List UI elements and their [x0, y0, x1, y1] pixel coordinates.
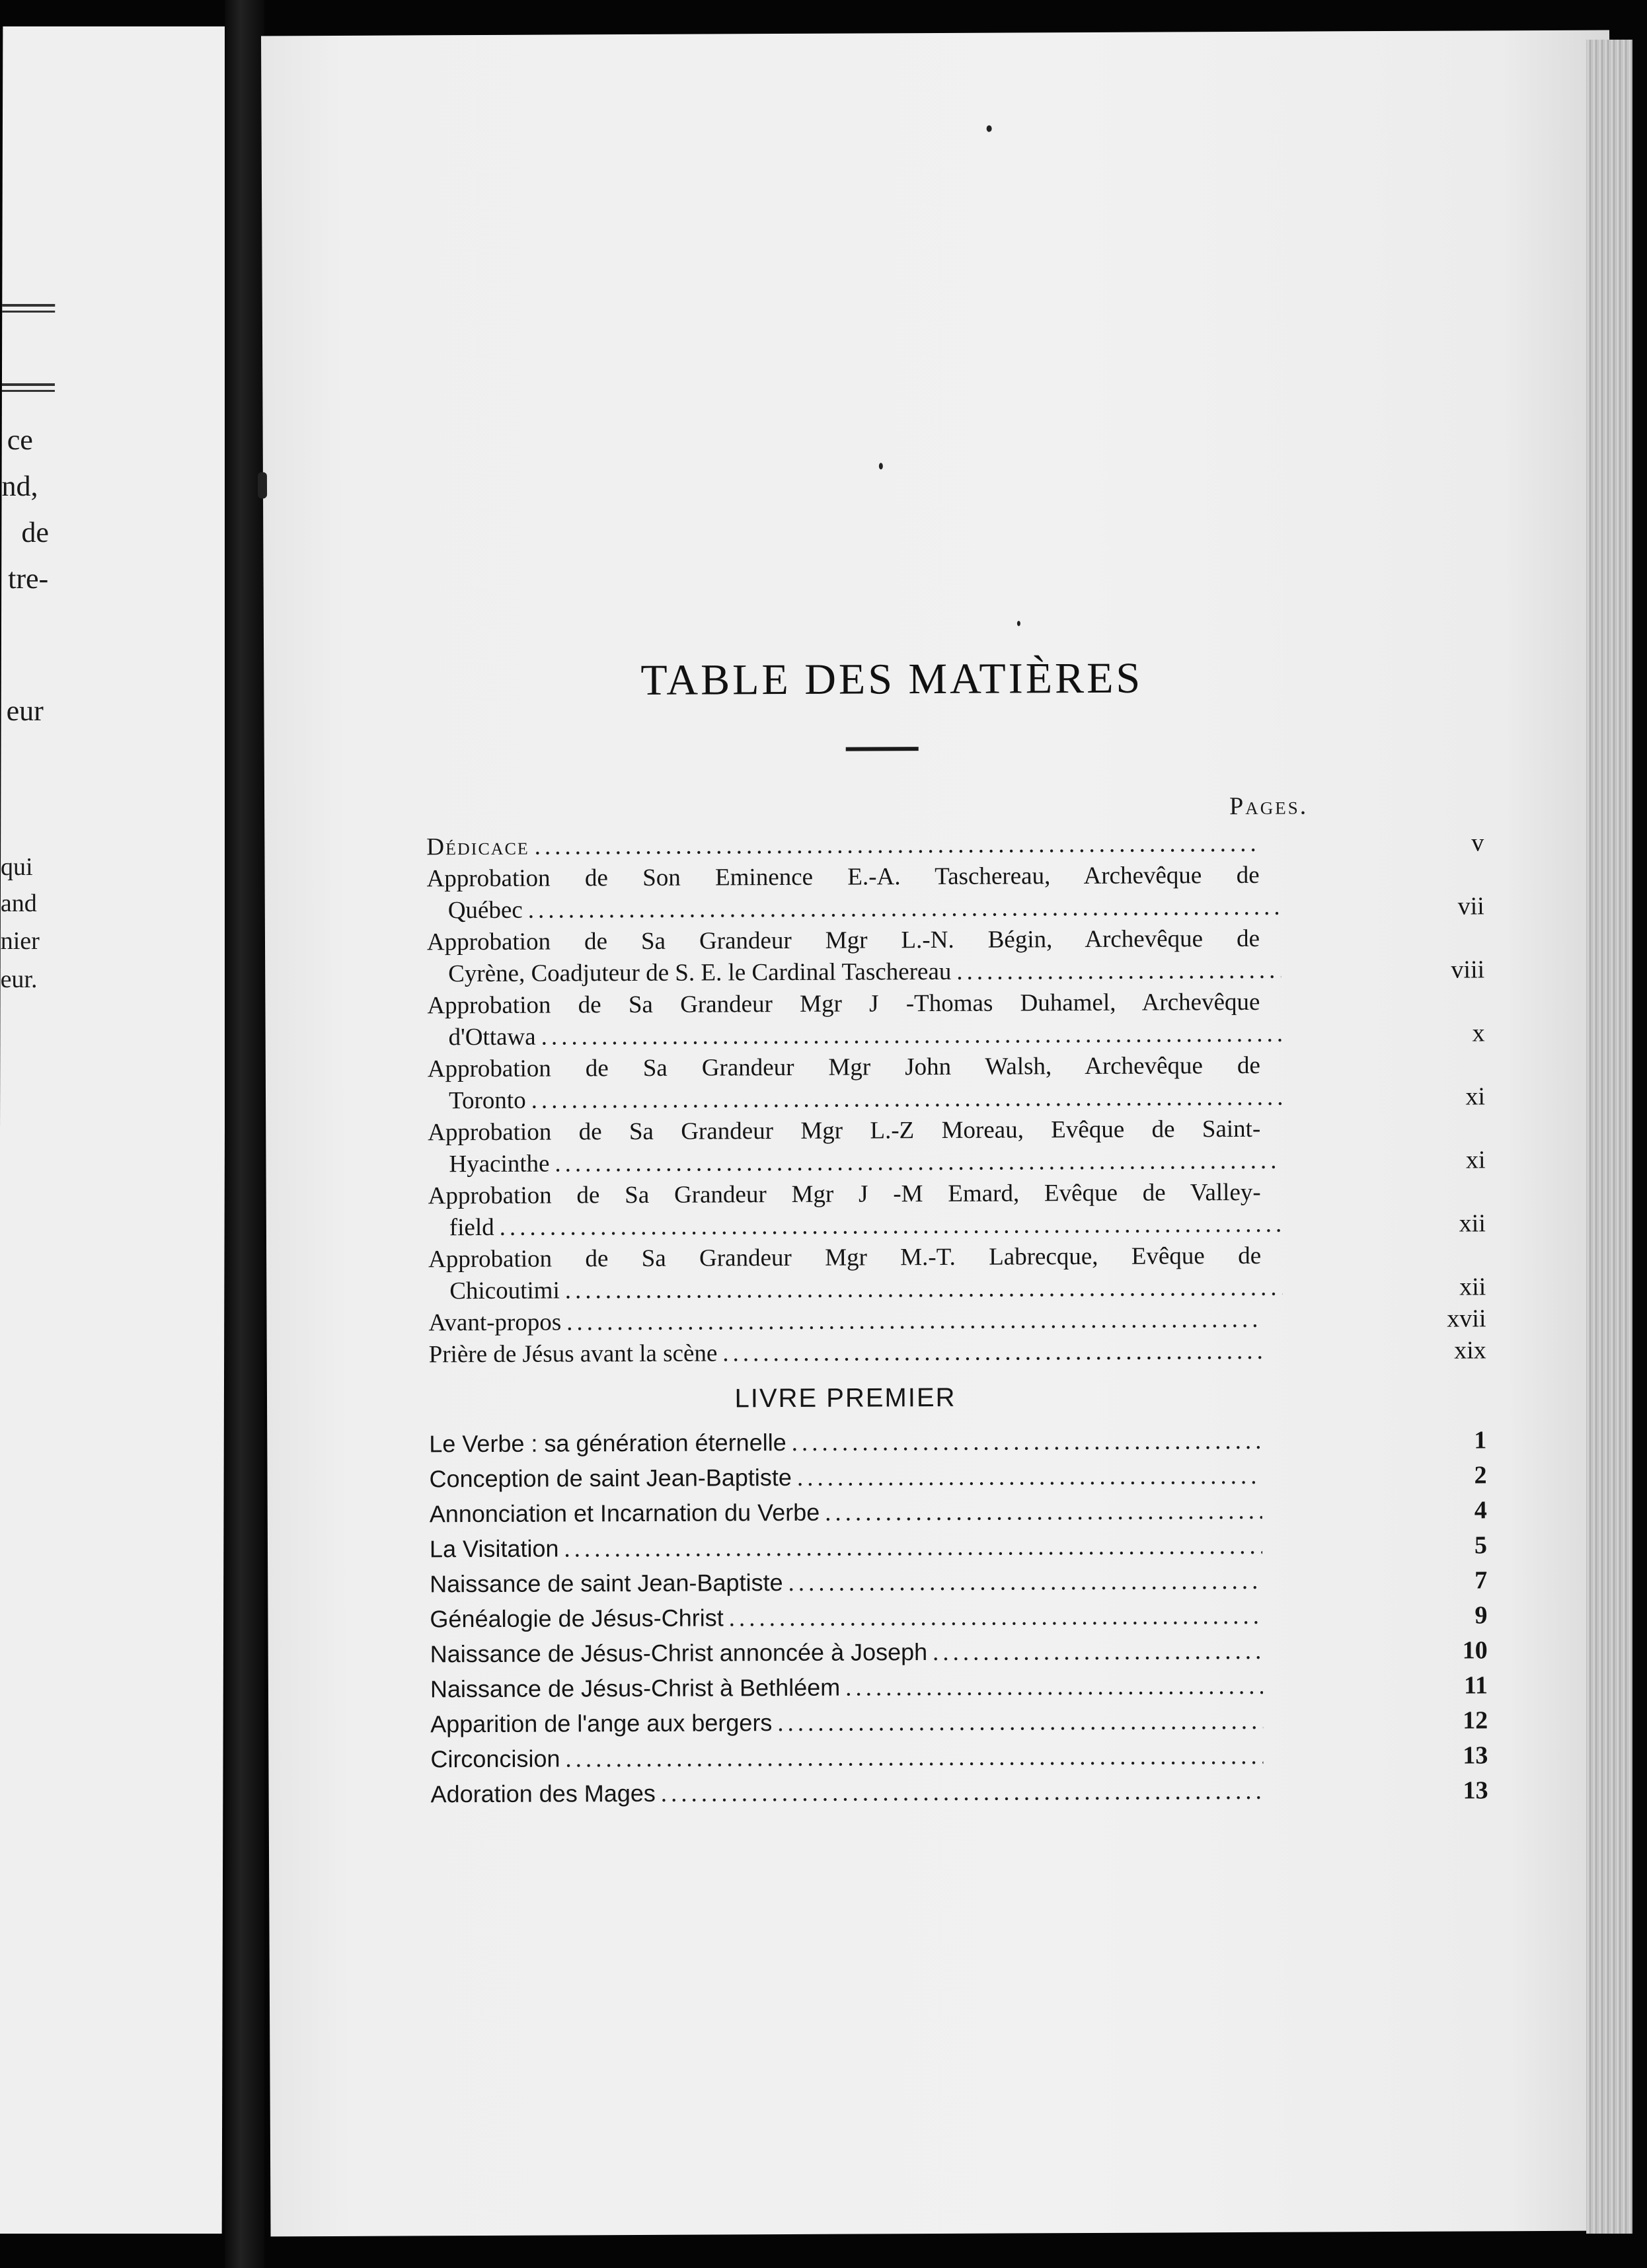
toc-entry-text: d'Ottawa: [448, 1023, 536, 1051]
toc-entry-line: [428, 1209, 1282, 1244]
toc-entry: [426, 858, 1556, 926]
toc-entry-line: [430, 1599, 1262, 1637]
toc-page-number: v: [1471, 829, 1484, 857]
toc-entry-text: field: [449, 1213, 494, 1242]
toc-entry-text: Chicoutimi: [449, 1277, 560, 1305]
toc-entry-line: [428, 1177, 1261, 1212]
leader-dots: [564, 1529, 1262, 1567]
toc-entry-text: Naissance de Jésus-Christ à Bethléem: [430, 1673, 841, 1703]
page-stack-edge: [1586, 40, 1632, 2234]
right-page: [261, 30, 1619, 2237]
left-rule-top: [2, 304, 55, 307]
toc-entry: [426, 827, 1556, 863]
left-page-text-fragment: tre-: [8, 562, 49, 595]
leader-dots: [500, 1209, 1282, 1244]
toc-entry: [427, 922, 1557, 990]
toc-entry-line: [427, 923, 1260, 958]
toc-page-number: 13: [1463, 1776, 1488, 1805]
toc-entry-line: [430, 1669, 1263, 1707]
leader-dots: [535, 828, 1260, 863]
toc-entry-text: Approbation de Sa Grandeur Mgr J -Thomas Duhamel, Archevêque: [427, 988, 1260, 1020]
toc-page-number: xvii: [1447, 1304, 1486, 1333]
leader-dots: [956, 955, 1281, 988]
toc-entry-text: Le Verbe : sa génération éternelle: [429, 1429, 786, 1458]
toc-entry-text: Dédicace: [426, 833, 529, 861]
left-page-text-fragment: de: [21, 516, 49, 548]
toc-entry-line: [429, 1458, 1262, 1497]
toc-entry-text: Québec: [447, 896, 523, 925]
toc-entry: [427, 985, 1557, 1053]
leader-dots: [792, 1424, 1262, 1460]
toc-page-number: 4: [1474, 1496, 1487, 1525]
leader-dots: [788, 1564, 1262, 1601]
toc-page-number: 7: [1475, 1566, 1488, 1595]
toc-entry-line: [426, 860, 1259, 895]
toc-entry-text: Approbation de Sa Grandeur Mgr L.-Z Moreau, Evêque de Saint-: [428, 1115, 1261, 1147]
toc-page-number: xi: [1465, 1146, 1486, 1174]
leader-dots: [797, 1459, 1262, 1495]
toc-entry-text: Approbation de Sa Grandeur Mgr J -M Emard, Evêque de Valley-: [428, 1178, 1261, 1210]
leader-dots: [845, 1669, 1263, 1706]
toc-entry-text: Cyrène, Coadjuteur de S. E. le Cardinal Taschereau: [448, 958, 952, 988]
toc-page-number: 5: [1474, 1531, 1488, 1560]
toc-page-number: xi: [1465, 1082, 1486, 1111]
toc-entry-text: Naissance de saint Jean-Baptiste: [430, 1569, 783, 1598]
toc-entry-line: [430, 1564, 1262, 1602]
leader-dots: [825, 1494, 1262, 1531]
toc-entry-line: [429, 1336, 1262, 1371]
toc-page-number: 11: [1463, 1671, 1488, 1700]
front-matter-list: [426, 827, 1559, 1371]
toc-page-number: xii: [1459, 1209, 1486, 1238]
leader-dots: [528, 891, 1281, 926]
toc-entry: [430, 1562, 1560, 1602]
toc-entry-text: Avant-propos: [428, 1308, 562, 1337]
toc-entry: [430, 1597, 1560, 1637]
toc-entry-text: Adoration des Mages: [430, 1779, 656, 1808]
ink-speck: [1017, 621, 1020, 626]
left-page-text-fragment: eur.: [0, 965, 38, 993]
toc-page-number: vii: [1457, 892, 1484, 921]
toc-page-number: 1: [1474, 1426, 1487, 1455]
toc-page-number: viii: [1451, 956, 1485, 984]
toc-entry-text: Approbation de Sa Grandeur Mgr L.-N. Bégin, Archevêque de: [426, 925, 1260, 956]
toc-entry-text: Approbation de Son Eminence E.-A. Taschereau, Archevêque de: [426, 861, 1260, 893]
toc-entry-line: [428, 1145, 1282, 1181]
leader-dots: [566, 1304, 1261, 1339]
toc-entry-text: Annonciation et Incarnation du Verbe: [429, 1498, 820, 1528]
toc-entry-text: Approbation de Sa Grandeur Mgr M.-T. Labrecque, Evêque de: [428, 1242, 1262, 1273]
toc-entry: [430, 1632, 1560, 1672]
toc-entry: [430, 1492, 1560, 1532]
toc-entry-line: [428, 1114, 1260, 1149]
toc-page-number: 12: [1463, 1706, 1488, 1735]
toc-entry-text: Circoncision: [430, 1745, 560, 1773]
toc-page-number: xii: [1459, 1273, 1486, 1301]
left-page-text-fragment: and: [0, 889, 37, 917]
toc-entry: [431, 1772, 1561, 1812]
toc-entry-line: [430, 1739, 1263, 1777]
toc-entry-text: Apparition de l'ange aux bergers: [430, 1709, 773, 1738]
toc-entry: [428, 1176, 1558, 1244]
toc-entry-text: Prière de Jésus avant la scène: [428, 1340, 718, 1369]
toc-entry: [429, 1457, 1559, 1497]
toc-entry-line: [430, 1493, 1262, 1532]
toc-entry-text: Naissance de Jésus-Christ annoncée à Joseph: [430, 1638, 928, 1668]
toc-entry-text: Généalogie de Jésus-Christ: [430, 1604, 724, 1633]
leader-dots: [722, 1336, 1262, 1370]
toc-entry-line: [428, 1018, 1282, 1054]
toc-entry: [430, 1702, 1560, 1742]
toc-entry-text: Approbation de Sa Grandeur Mgr John Walsh, Archevêque de: [427, 1051, 1260, 1083]
toc-page-number: 9: [1475, 1601, 1488, 1630]
toc-page-number: 2: [1474, 1461, 1487, 1490]
toc-entry-line: [429, 1423, 1262, 1462]
pages-column-label: Pages.: [1229, 792, 1309, 821]
toc-entry-line: [427, 955, 1281, 991]
toc-page-number: 13: [1463, 1741, 1488, 1770]
ink-speck: [879, 463, 883, 469]
left-page-text-fragment: ce: [7, 424, 33, 456]
toc-entry-line: [426, 828, 1259, 863]
leader-dots: [541, 1018, 1282, 1053]
toc-entry: [429, 1334, 1559, 1371]
toc-page-number: xix: [1454, 1336, 1486, 1365]
toc-page-number: 10: [1462, 1636, 1488, 1665]
toc-entry: [429, 1422, 1559, 1462]
leader-dots: [531, 1082, 1282, 1117]
leader-dots: [555, 1145, 1282, 1180]
left-page-text-fragment: eur: [6, 695, 44, 727]
toc-entry: [428, 1112, 1558, 1180]
toc-entry-line: [427, 987, 1260, 1022]
toc-entry: [428, 1239, 1558, 1307]
toc-entries: [426, 827, 1560, 1812]
left-page-text-fragment: qui: [0, 853, 33, 881]
toc-entry-text: La Visitation: [429, 1534, 559, 1563]
toc-entry-line: [428, 1240, 1261, 1275]
leader-dots: [933, 1634, 1263, 1670]
book-entries-list: [429, 1422, 1561, 1812]
toc-entry-line: [428, 1304, 1261, 1339]
book-heading: LIVRE PREMIER: [734, 1382, 956, 1414]
toc-entry-text: Conception de saint Jean-Baptiste: [429, 1463, 792, 1493]
toc-entry-text: Toronto: [448, 1086, 526, 1115]
toc-entry: [428, 1049, 1558, 1117]
leader-dots: [729, 1599, 1263, 1636]
ink-speck: [258, 472, 267, 498]
toc-entry-line: [427, 891, 1281, 927]
page-title: TABLE DES MATIÈRES: [640, 654, 1143, 704]
left-page: [0, 26, 227, 2234]
toc-entry: [428, 1303, 1558, 1339]
title-rule: [846, 747, 919, 751]
toc-entry-line: [428, 1050, 1260, 1085]
toc-entry-line: [428, 1272, 1282, 1308]
toc-entry-line: [431, 1774, 1264, 1812]
toc-entry: [430, 1737, 1560, 1777]
ink-speck: [987, 126, 992, 132]
toc-entry: [430, 1667, 1560, 1707]
leader-dots: [565, 1739, 1263, 1777]
leader-dots: [661, 1774, 1264, 1811]
toc-entry-line: [428, 1082, 1282, 1117]
left-page-text-fragment: nd,: [1, 470, 38, 502]
toc-entry-line: [430, 1634, 1263, 1672]
book-gutter: [225, 0, 264, 2268]
toc-page-number: x: [1472, 1019, 1485, 1047]
toc-entry: [430, 1527, 1560, 1567]
left-page-text-fragment: nier: [0, 927, 40, 955]
toc-entry-line: [430, 1704, 1263, 1742]
toc-entry-line: [430, 1529, 1262, 1567]
leader-dots: [777, 1704, 1263, 1741]
leader-dots: [565, 1272, 1283, 1307]
toc-entry-text: Hyacinthe: [449, 1150, 550, 1178]
left-rule-bottom: [2, 383, 55, 386]
